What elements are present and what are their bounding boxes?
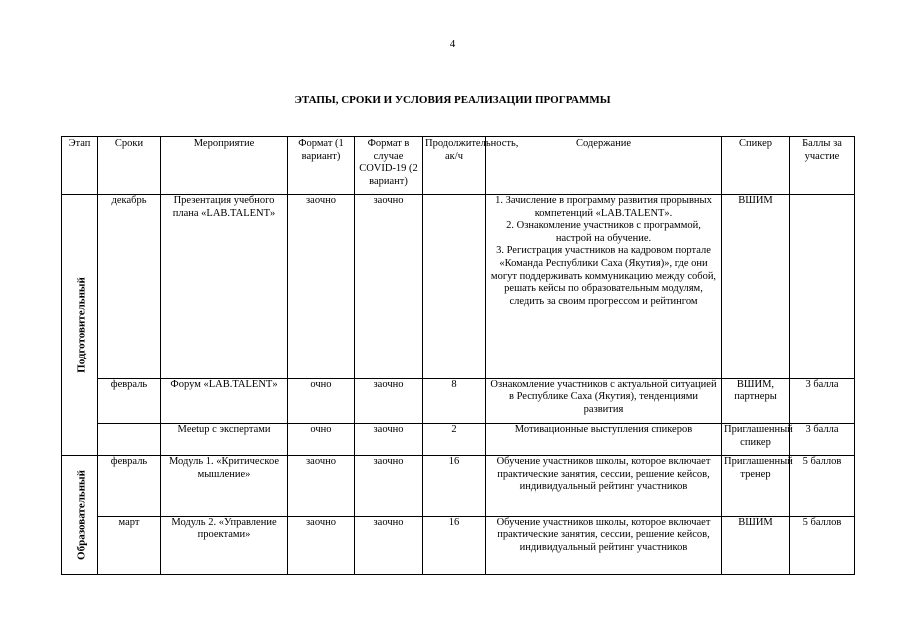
cell-content bbox=[486, 456, 722, 517]
cell-period: март bbox=[98, 516, 161, 575]
cell-speaker: ВШИМ bbox=[722, 195, 790, 379]
stage-label: Подготовительный bbox=[75, 277, 88, 373]
cell-period: декабрь bbox=[98, 195, 161, 379]
header-speaker: Спикер bbox=[722, 137, 790, 195]
cell-points: 3 балла bbox=[790, 378, 855, 424]
cell-event: Модуль 2. «Управление проектами» bbox=[161, 516, 288, 575]
cell-format2: заочно bbox=[355, 516, 423, 575]
document-title: ЭТАПЫ, СРОКИ И УСЛОВИЯ РЕАЛИЗАЦИИ ПРОГРАММЫ bbox=[294, 94, 611, 106]
cell-content bbox=[486, 516, 722, 575]
cell-period: февраль bbox=[98, 378, 161, 424]
header-period: Сроки bbox=[98, 137, 161, 195]
cell-event: Модуль 1. «Критическое мышление» bbox=[161, 456, 288, 517]
cell-format1: очно bbox=[288, 424, 355, 456]
program-table bbox=[61, 136, 855, 575]
stage-label: Образовательный bbox=[75, 470, 88, 560]
cell-format1: заочно bbox=[288, 516, 355, 575]
header-points: Баллы за участие bbox=[790, 137, 855, 195]
cell-period: февраль bbox=[98, 456, 161, 517]
cell-format1: заочно bbox=[288, 456, 355, 517]
cell-format2: заочно bbox=[355, 195, 423, 379]
cell-speaker: Приглашенный тренер bbox=[722, 456, 790, 517]
cell-points bbox=[790, 195, 855, 379]
content-item: Ознакомление участников с актуальной ситуацией в Республике Саха (Якутия), тенденциями развития bbox=[490, 378, 717, 415]
content-item: Мотивационные выступления спикеров bbox=[514, 424, 693, 436]
table-row bbox=[62, 378, 855, 424]
cell-speaker: ВШИМ bbox=[722, 516, 790, 575]
cell-content bbox=[486, 378, 722, 424]
header-format1: Формат (1 вариант) bbox=[288, 137, 355, 195]
cell-format2: заочно bbox=[355, 378, 423, 424]
cell-duration: 16 bbox=[423, 456, 486, 517]
stage-cell-preparatory bbox=[62, 195, 98, 456]
content-item: Обучение участников школы, которое включает практические занятия, сессии, решение кейсов, индивидуальный рейтинг участников bbox=[496, 516, 711, 553]
cell-duration: 2 bbox=[423, 424, 486, 456]
content-item: 2. Ознакомление участников с программой, настрой на обучение. bbox=[506, 220, 701, 244]
cell-format1: очно bbox=[288, 378, 355, 424]
cell-duration: 8 bbox=[423, 378, 486, 424]
cell-event: Презентация учебного плана «LAB.TALENT» bbox=[161, 195, 288, 379]
cell-content bbox=[486, 424, 722, 456]
cell-format2: заочно bbox=[355, 456, 423, 517]
cell-points: 3 балла bbox=[790, 424, 855, 456]
cell-period bbox=[98, 424, 161, 456]
table-row bbox=[62, 195, 855, 379]
table-row bbox=[62, 456, 855, 517]
cell-format2: заочно bbox=[355, 424, 423, 456]
cell-duration bbox=[423, 195, 486, 379]
cell-duration: 16 bbox=[423, 516, 486, 575]
page-number: 4 bbox=[449, 38, 456, 50]
header-content: Содержание bbox=[486, 137, 722, 195]
cell-event: Форум «LAB.TALENT» bbox=[161, 378, 288, 424]
table-row bbox=[62, 516, 855, 575]
content-item: 3. Регистрация участников на кадровом портале «Команда Республики Саха (Якутия)», где они могут поддерживать коммуникацию между собой, решать кейсы по образовательным модулям, следить за своим прогрессом и рейтингом bbox=[490, 245, 717, 307]
cell-content bbox=[486, 195, 722, 379]
cell-format1: заочно bbox=[288, 195, 355, 379]
cell-points: 5 баллов bbox=[790, 516, 855, 575]
content-item: Обучение участников школы, которое включает практические занятия, сессии, решение кейсов, индивидуальный рейтинг участников bbox=[496, 456, 711, 493]
content-item: 1. Зачисление в программу развития прорывных компетенций «LAB.TALENT». bbox=[495, 195, 712, 219]
cell-event: Meetup с экспертами bbox=[161, 424, 288, 456]
header-format2: Формат в случае COVID-19 (2 вариант) bbox=[355, 137, 423, 195]
header-duration: Продолжительность, ак/ч bbox=[423, 137, 486, 195]
cell-speaker: Приглашенный спикер bbox=[722, 424, 790, 456]
table-row bbox=[62, 424, 855, 456]
cell-speaker: ВШИМ, партнеры bbox=[722, 378, 790, 424]
stage-cell-educational bbox=[62, 456, 98, 575]
header-event: Мероприятие bbox=[161, 137, 288, 195]
header-stage: Этап bbox=[62, 137, 98, 195]
cell-points: 5 баллов bbox=[790, 456, 855, 517]
table-header-row bbox=[62, 137, 855, 195]
